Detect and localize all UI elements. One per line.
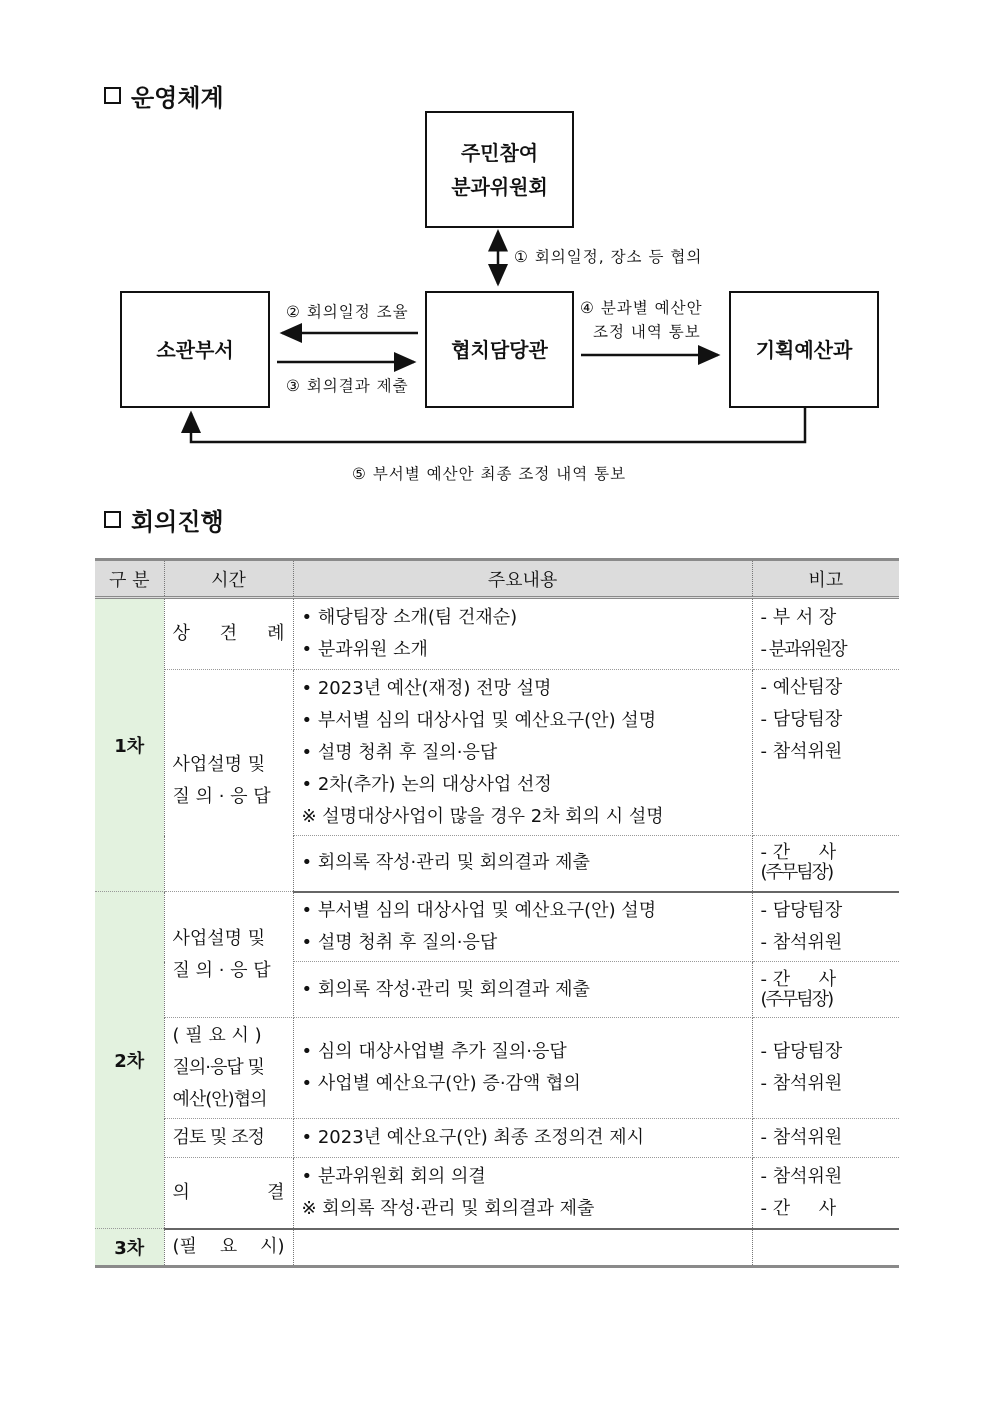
time-text: 검토 및 조정 — [172, 1127, 264, 1148]
content-line: • 분과위원 소개 — [301, 639, 428, 660]
content-line: ※ 회의록 작성·관리 및 회의결과 제출 — [301, 1197, 595, 1219]
label-step2: ② 회의일정 조율 — [286, 303, 409, 321]
node-coordinator — [425, 291, 574, 408]
time-cell — [164, 892, 293, 1018]
note-line: (주무팀장) — [760, 988, 833, 1010]
table-row — [95, 1119, 899, 1158]
content-line: • 2차(추가) 논의 대상사업 선정 — [301, 773, 552, 795]
content-cell — [293, 1229, 752, 1267]
table-row — [95, 670, 899, 836]
node-label: 소관부서 — [156, 337, 234, 362]
node-resident-committee — [425, 111, 574, 228]
time-text: 질의·응답 및 — [172, 1057, 264, 1078]
content-cell — [293, 1158, 752, 1229]
content-line: • 부서별 심의 대상사업 및 예산요구(안) 설명 — [301, 899, 657, 921]
content-line: • 해당팀장 소개(팀 건재순) — [301, 607, 518, 628]
node-label: 협치담당관 — [451, 337, 548, 362]
content-line: • 회의록 작성·관리 및 회의결과 제출 — [301, 852, 590, 874]
time-cell — [164, 598, 293, 670]
time-text: 견 — [219, 623, 238, 644]
table-row — [95, 1018, 899, 1119]
content-cell — [293, 670, 752, 836]
diagram-arrows — [0, 0, 992, 500]
time-text: 상 — [172, 623, 190, 644]
content-cell — [293, 598, 752, 670]
label-step4-line1: ④ 분과별 예산안 — [580, 299, 703, 317]
note-line: - 참석위원 — [760, 1165, 843, 1187]
section-title-meeting — [104, 502, 224, 537]
label-step5: ⑤ 부서별 예산안 최종 조정 내역 통보 — [352, 465, 627, 483]
note-cell — [752, 836, 899, 892]
content-line: • 사업별 예산요구(안) 증·감액 협의 — [301, 1073, 581, 1094]
content-line: ※ 설명대상사업이 많을 경우 2차 회의 시 설명 — [301, 805, 664, 827]
time-text: 결 — [267, 1181, 285, 1203]
table-row — [95, 1158, 899, 1229]
note-line: - 간 사 — [760, 842, 837, 864]
time-text: 질 의 · 응 답 — [172, 959, 271, 981]
header-content: 주요내용 — [293, 560, 752, 598]
note-cell — [752, 1018, 899, 1119]
note-line: - 참석위원 — [760, 741, 843, 762]
note-line: - 간 사 — [760, 1197, 837, 1219]
round-cell: 2차 — [95, 892, 164, 1229]
time-text: (필 — [172, 1236, 197, 1258]
time-cell — [164, 1158, 293, 1229]
header-note: 비고 — [752, 560, 899, 598]
content-line: • 회의록 작성·관리 및 회의결과 제출 — [301, 978, 590, 1000]
time-text: 질 의 · 응 답 — [172, 785, 271, 807]
time-text: 사업설명 및 — [172, 753, 266, 775]
content-line: • 2023년 예산요구(안) 최종 조정의견 제시 — [301, 1127, 645, 1148]
time-text: ( 필 요 시 ) — [172, 1025, 262, 1046]
note-line: - 부 서 장 — [760, 607, 837, 628]
content-cell — [293, 1119, 752, 1158]
table-row — [95, 892, 899, 962]
time-text: 요 — [219, 1236, 238, 1258]
node-planning-budget — [729, 291, 879, 408]
content-line: • 설명 청취 후 질의·응답 — [301, 741, 498, 763]
label-step4-line2: 조정 내역 통보 — [593, 323, 701, 341]
content-line: • 2023년 예산(재정) 전망 설명 — [301, 677, 552, 699]
round-cell: 3차 — [95, 1229, 164, 1267]
time-cell — [164, 1018, 293, 1119]
content-line: • 심의 대상사업별 추가 질의·응답 — [301, 1041, 567, 1062]
content-cell — [293, 836, 752, 892]
content-line: • 부서별 심의 대상사업 및 예산요구(안) 설명 — [301, 709, 657, 731]
checkbox-square-icon — [104, 511, 121, 528]
note-cell — [752, 1119, 899, 1158]
note-line: - 참석위원 — [760, 1073, 843, 1094]
label-step3: ③ 회의결과 제출 — [286, 377, 409, 395]
section-title-text: 회의진행 — [131, 508, 224, 536]
note-cell — [752, 892, 899, 962]
note-line: - 참석위원 — [760, 931, 843, 953]
table-row — [95, 1229, 899, 1267]
table-header-row — [95, 560, 899, 598]
time-text: 례 — [267, 623, 285, 644]
note-cell — [752, 670, 899, 836]
content-line: • 설명 청취 후 질의·응답 — [301, 931, 498, 953]
time-text: 의 — [172, 1181, 190, 1203]
header-time: 시간 — [164, 560, 293, 598]
note-line: - 예산팀장 — [760, 677, 843, 698]
time-cell — [164, 670, 293, 892]
label-step1: ① 회의일정, 장소 등 협의 — [514, 248, 703, 266]
note-cell — [752, 598, 899, 670]
table-row — [95, 598, 899, 670]
node-label: 기획예산과 — [755, 337, 853, 362]
note-line: - 간 사 — [760, 968, 837, 990]
content-cell — [293, 1018, 752, 1119]
time-text: 시) — [260, 1236, 285, 1258]
meeting-schedule-table — [95, 558, 899, 1268]
time-cell — [164, 1119, 293, 1158]
node-label: 분과위원회 — [451, 174, 548, 199]
note-line: - 분과위원장 — [760, 639, 846, 660]
content-line: • 분과위원회 회의 의결 — [301, 1165, 486, 1187]
section-title-text: 운영체계 — [131, 84, 224, 112]
content-cell — [293, 892, 752, 962]
header-round: 구 분 — [95, 560, 164, 598]
node-department — [120, 291, 270, 408]
round-cell: 1차 — [95, 598, 164, 892]
note-cell — [752, 1158, 899, 1229]
note-cell — [752, 962, 899, 1018]
note-line: - 담당팀장 — [760, 899, 843, 921]
note-line: - 담당팀장 — [760, 1041, 843, 1062]
content-cell — [293, 962, 752, 1018]
note-line: - 담당팀장 — [760, 709, 843, 730]
note-cell — [752, 1229, 899, 1267]
time-text: 예산(안)협의 — [172, 1089, 267, 1110]
note-line: (주무팀장) — [760, 862, 833, 884]
node-label: 주민참여 — [460, 140, 539, 165]
time-text: 사업설명 및 — [172, 927, 266, 949]
time-cell — [164, 1229, 293, 1267]
note-line: - 참석위원 — [760, 1127, 843, 1148]
